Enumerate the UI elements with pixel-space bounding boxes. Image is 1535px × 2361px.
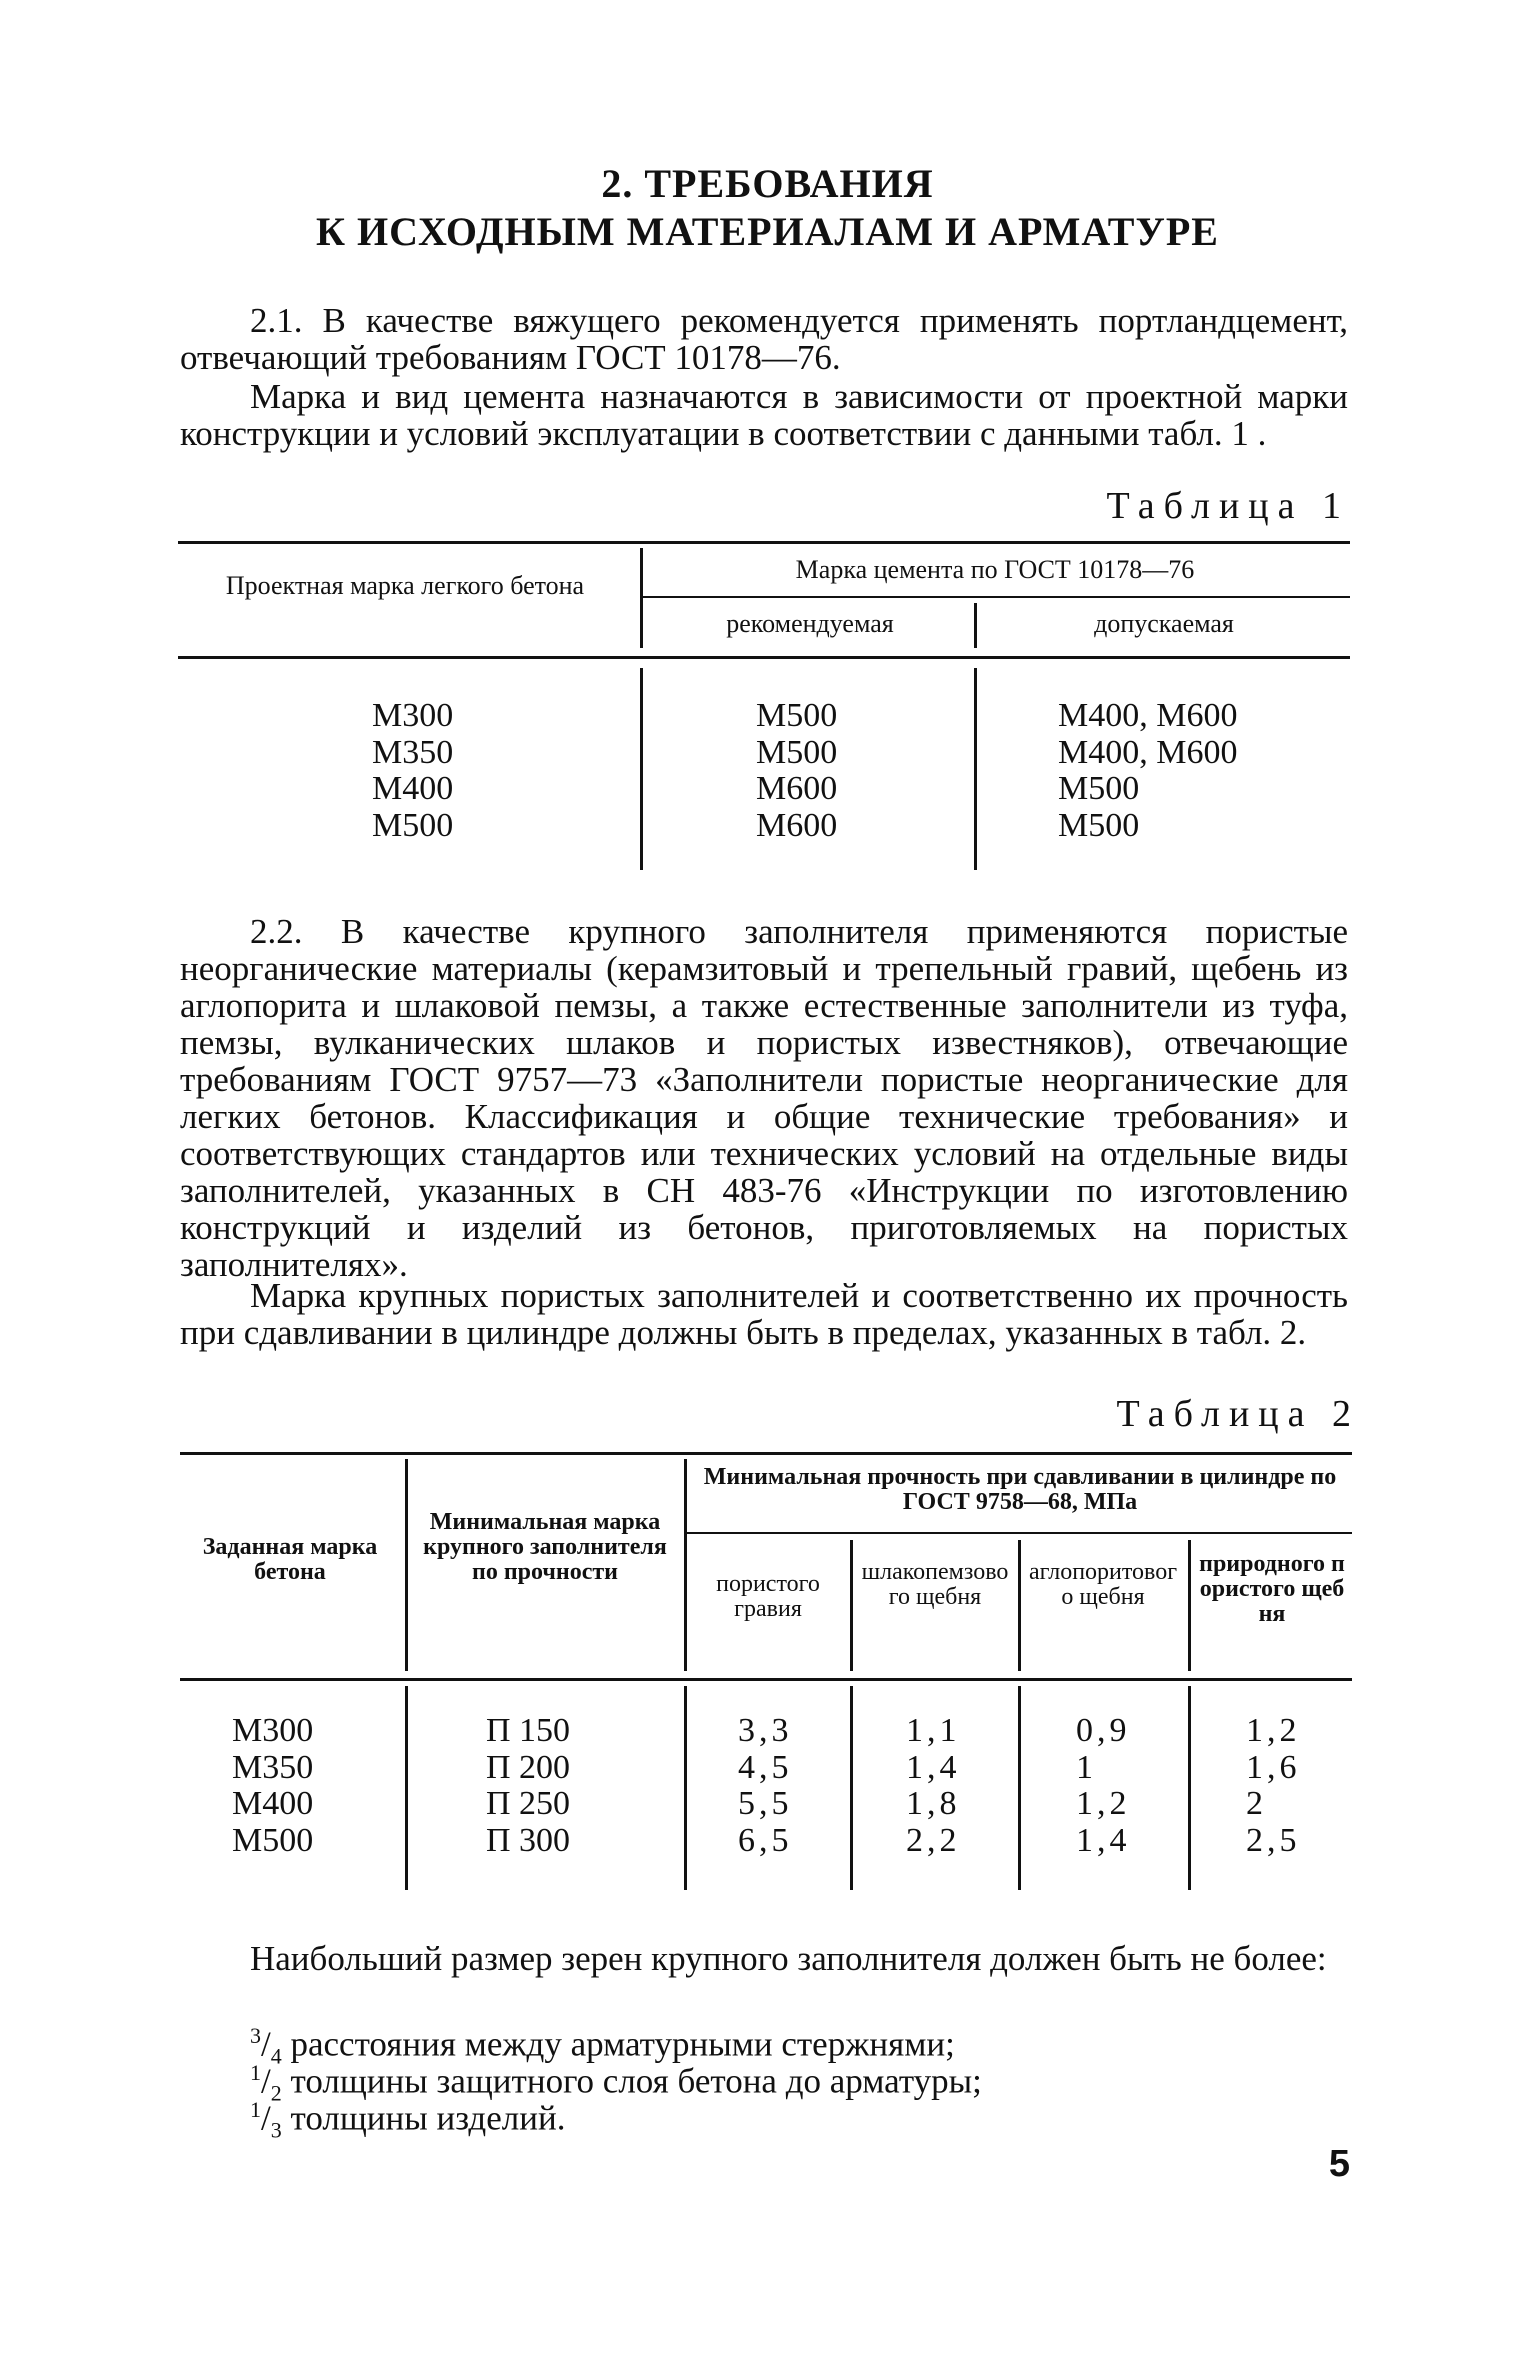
table2-cell: 2	[1246, 1785, 1267, 1822]
table2-cell: 3,3	[738, 1712, 793, 1749]
table1-cell: М400, М600	[1058, 733, 1238, 771]
fraction-numerator: 3	[250, 2023, 261, 2048]
table2-col5-values	[1076, 1713, 1131, 1859]
section-title-line1: 2. ТРЕБОВАНИЯ	[601, 161, 934, 206]
table1-col1-header: Проектная марка легкого бетона	[225, 571, 585, 600]
table1-cell: М500	[1058, 806, 1140, 844]
table2-cell: 2,5	[1246, 1821, 1301, 1859]
table2-col1-values	[232, 1713, 313, 1859]
table2-sub2-header: шлакопемзового щебня	[861, 1559, 1009, 1610]
table2-vrule-9	[1018, 1686, 1021, 1890]
table1-cell: М350	[372, 733, 454, 771]
table1-cell: М500	[756, 697, 838, 734]
table2-caption: Таблица 2	[1116, 1393, 1360, 1435]
table1-group-header: Марка цемента по ГОСТ 10178—76	[795, 555, 1195, 584]
fraction-denominator: 2	[270, 2080, 282, 2106]
table2-cell: 1,2	[1246, 1712, 1301, 1749]
table2-group-header: Минимальная прочность при сдавливании в цилиндре по ГОСТ 9758—68, МПа	[703, 1464, 1337, 1515]
fraction-text: толщины изделий.	[290, 2098, 566, 2138]
table2-group-rule	[686, 1532, 1352, 1534]
table2-cell: 1,1	[906, 1712, 961, 1749]
table2-cell: 0,9	[1076, 1712, 1131, 1749]
table1-vrule-3	[640, 668, 643, 870]
table2-vrule-8	[850, 1686, 853, 1890]
table2-cell: 1,2	[1076, 1785, 1131, 1822]
table2-vrule-10	[1188, 1686, 1191, 1890]
table1-col3-values	[1058, 698, 1237, 844]
table1-header-rule	[178, 656, 1350, 659]
table2-vrule-6	[405, 1686, 408, 1890]
table1-col3-header: допускаемая	[1094, 609, 1234, 638]
table2-col3-values	[738, 1713, 793, 1859]
table1-cell: М600	[756, 770, 838, 807]
table2-cell: 1,4	[906, 1748, 961, 1786]
table2-cell: 2,2	[906, 1821, 961, 1859]
fraction-numerator: 1	[250, 2097, 261, 2122]
table1-cell: М400, М600	[1058, 697, 1238, 734]
paragraph-2-1-cement: Марка и вид цемента назначаются в зависимости от проектной марки конструкции и условий эксплуатации в соответствии с данными табл. 1 .	[180, 377, 1348, 453]
table2-cell: П 250	[486, 1785, 571, 1822]
table2-col1-header: Заданная марка бетона	[202, 1534, 378, 1585]
table2-cell: М300	[232, 1712, 314, 1749]
table1-cell: М300	[372, 697, 454, 734]
table2-cell: П 150	[486, 1712, 571, 1749]
table2-col6-values	[1246, 1713, 1301, 1859]
table2-cell: М400	[232, 1785, 314, 1822]
paragraph-max-grain: Наибольший размер зерен крупного заполнителя должен быть не более:	[250, 1939, 1327, 1978]
table1-vrule-4	[974, 668, 977, 870]
table2-sub3-header: аглопоритового щебня	[1028, 1559, 1178, 1610]
table1-top-rule	[178, 541, 1350, 544]
table1-cell: М400	[372, 770, 454, 807]
paragraph-2-1: 2.1. В качестве вяжущего рекомендуется применять портландцемент, отвечающий требованиям ГОСТ 10178—76.	[180, 301, 1348, 377]
table2-cell: П 200	[486, 1748, 571, 1786]
table1-cell: М500	[1058, 770, 1140, 807]
table1-cell: М600	[756, 806, 838, 844]
table1-vrule-1	[640, 548, 643, 648]
paragraph-2-2-strength: Марка крупных пористых заполнителей и соответственно их прочность при сдавливании в цилиндре должны быть в пределах, указанных в табл. 2.	[180, 1276, 1348, 1352]
section-title-line2: К ИСХОДНЫМ МАТЕРИАЛАМ И АРМАТУРЕ	[316, 209, 1219, 254]
table2-col2-header: Минимальная марка крупного заполнителя по прочности	[423, 1509, 667, 1585]
table1-col1-values	[372, 698, 453, 844]
table2-col2-values	[486, 1713, 570, 1859]
paragraph-2-2: 2.2. В качестве крупного заполнителя применяются пористые неорганические материалы (керамзитовый и трепельный гравий, щебень из аглопорита и шлаковой пемзы, а также естественные заполнители из туфа, пемзы, вулканических шлаков и пористых известняков), отвечающие требованиям ГОСТ 9757—73 «Заполнители пористые неорганические для легких бетонов. Классификация и общие технические требования» и соответствующих стандартов или технических условий на отдельные виды заполнителей, указанных в СН 483-76 «Инструкции по изготовлению конструкций и изделий из бетонов, приготовляемых на пористых заполнителях».	[180, 912, 1348, 1284]
fraction-denominator: 4	[270, 2043, 282, 2069]
fraction-denominator: 3	[270, 2117, 282, 2143]
table2-cell: 1,6	[1246, 1748, 1301, 1786]
table2-cell: М350	[232, 1748, 314, 1786]
table2-cell: 5,5	[738, 1785, 793, 1822]
table1-cell: М500	[756, 733, 838, 771]
page-number: 5	[1328, 2143, 1350, 2185]
table2-cell: М500	[232, 1821, 314, 1859]
table2-cell: 1,8	[906, 1785, 961, 1822]
fraction-text: расстояния между арматурными стержнями;	[290, 2024, 955, 2064]
table1-cell: М500	[372, 806, 454, 844]
table2-col4-values	[906, 1713, 961, 1859]
table2-vrule-1	[405, 1459, 408, 1671]
table2-sub4-header: природного пористого щебня	[1199, 1551, 1345, 1627]
table2-cell: 1,4	[1076, 1821, 1131, 1859]
table2-header-rule	[180, 1678, 1352, 1681]
table2-vrule-3	[850, 1540, 853, 1671]
table2-cell: 1	[1076, 1748, 1097, 1786]
fraction-item: $^3/_4$ расстояния между арматурными стержнями;	[250, 2023, 955, 2069]
fraction-numerator: 1	[250, 2060, 261, 2085]
table1-col2-values	[756, 698, 837, 844]
table2-cell: 4,5	[738, 1748, 793, 1786]
fraction-item: $^1/_3$ толщины изделий.	[250, 2097, 566, 2143]
table2-vrule-4	[1018, 1540, 1021, 1671]
table2-cell: 6,5	[738, 1821, 793, 1859]
table1-caption: Таблица 1	[1106, 485, 1350, 527]
fraction-item: $^1/_2$ толщины защитного слоя бетона до арматуры;	[250, 2060, 982, 2106]
table1-vrule-2	[974, 603, 977, 648]
table2-cell: П 300	[486, 1821, 571, 1859]
table1-col2-header: рекомендуемая	[726, 609, 894, 638]
table2-sub1-header: пористого гравия	[716, 1571, 820, 1622]
table2-vrule-7	[684, 1686, 687, 1890]
table2-top-rule	[180, 1452, 1352, 1455]
table2-vrule-2	[684, 1459, 687, 1671]
table2-vrule-5	[1188, 1540, 1191, 1671]
table1-group-rule	[642, 596, 1350, 598]
fraction-text: толщины защитного слоя бетона до арматуры;	[290, 2061, 982, 2101]
